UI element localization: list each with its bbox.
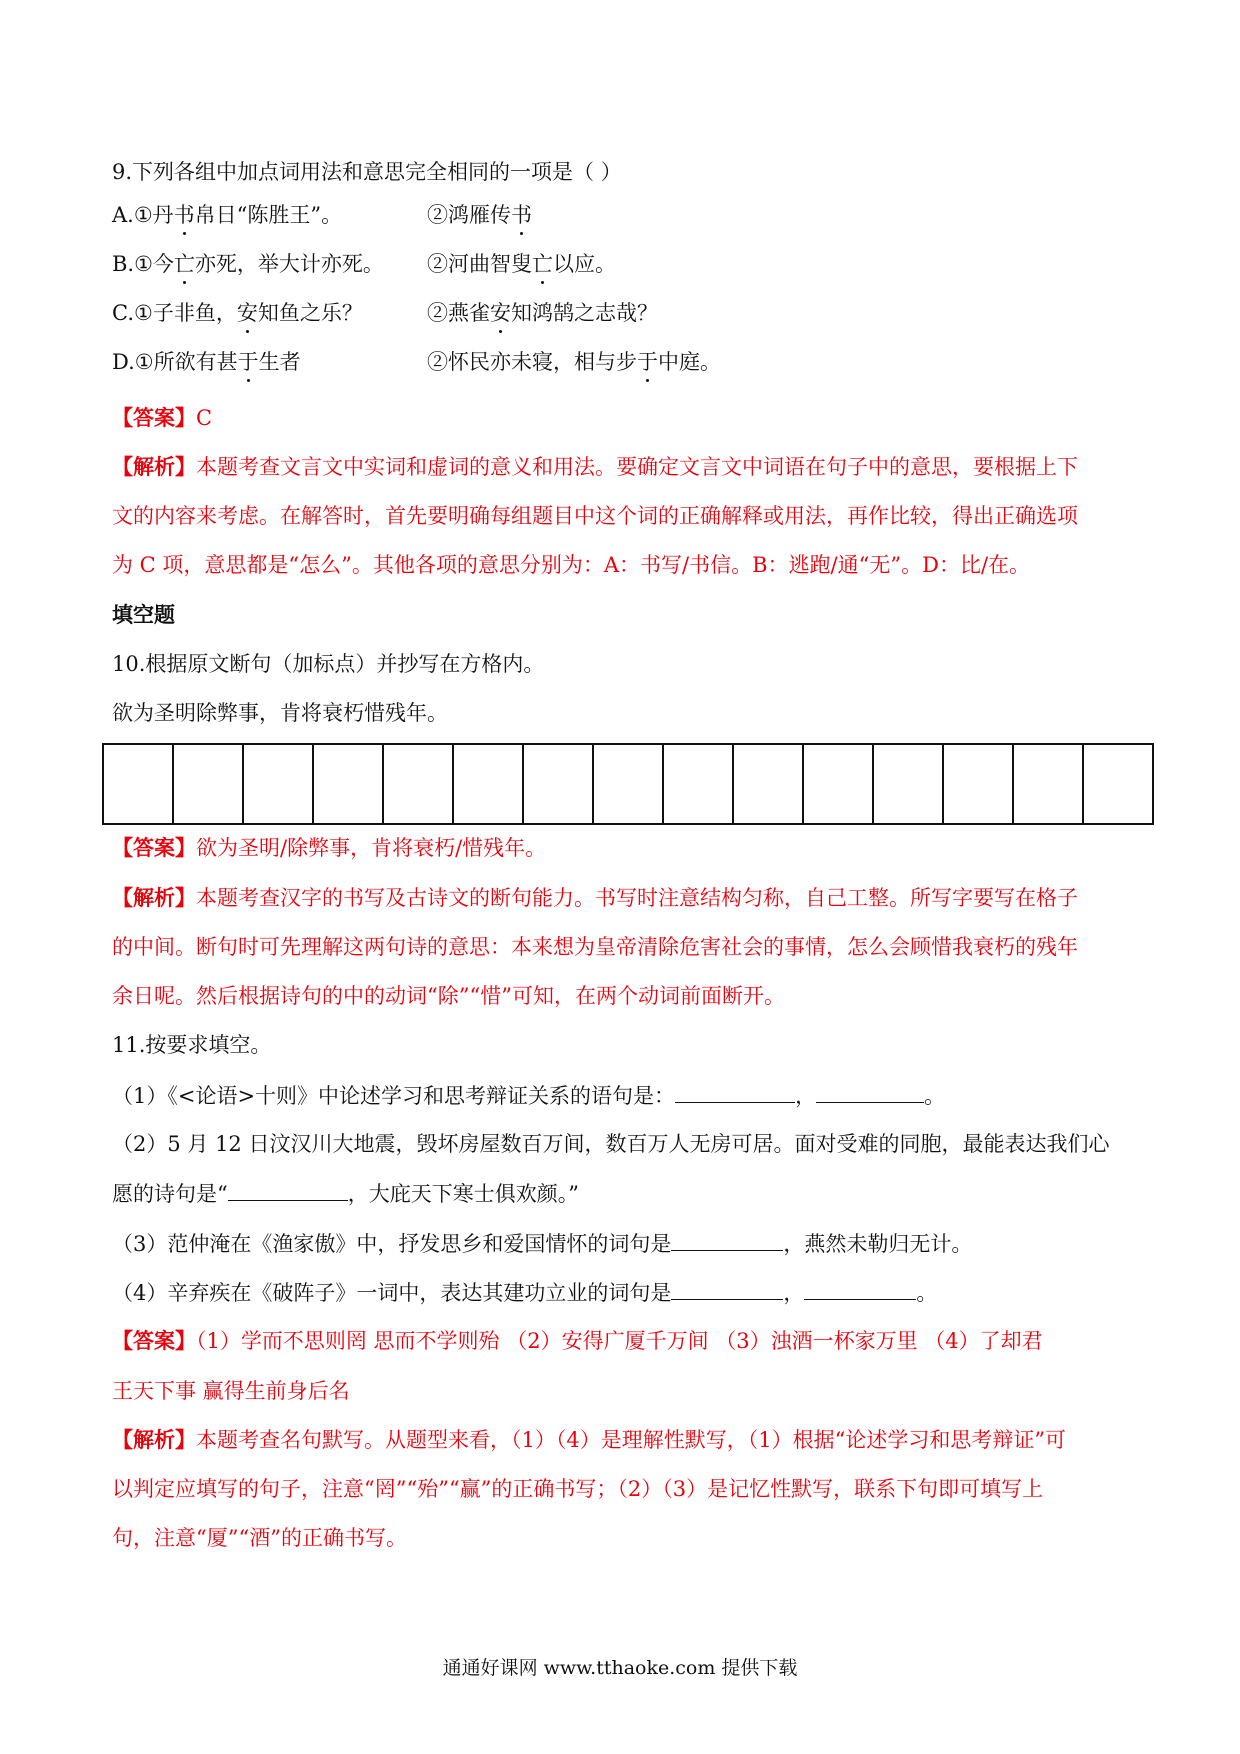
dotted-word: 于 [238,347,259,377]
q9-option-c [112,298,1122,328]
dotted-word: 亡 [532,249,553,279]
option-left: ①所欲有甚于生者 [135,350,301,374]
grid-cell [664,745,734,823]
grid-cell [1084,745,1152,823]
grid-cell [384,745,454,823]
fill-blank[interactable] [671,1228,783,1251]
q9-stem: 9.下列各组中加点词用法和意思完全相同的一项是（ ） [112,160,622,184]
q10-analysis-line-2: 的中间。断句时可先理解这两句诗的意思：本来想为皇帝清除危害社会的事情，怎么会顾惜我衰朽的残年 [112,935,1078,959]
grid-cell [174,745,244,823]
q11-answer-line-1: 【答案】（1）学而不思则罔 思而不学则殆 （2）安得广厦千万间 （3）浊酒一杯家万里 （4）了却君 [112,1328,1043,1353]
analysis-tag: 【解析】 [112,885,196,910]
section-title: 填空题 [112,602,175,627]
q11-item-1: （1）《<论语>十则》中论述学习和思考辩证关系的语句是： ， 。 [112,1080,1122,1111]
q9-analysis-line-3: 为 C 项，意思都是“怎么”。其他各项的意思分别为：A：书写/书信。B：逃跑/通“无”。D：比/在。 [112,553,1031,577]
q9-answer [112,403,1122,433]
grid-cell [944,745,1014,823]
option-label: D. [112,350,135,374]
q11-analysis-line-2: 以判定应填写的句子，注意“罔”“殆”“赢”的正确书写；（2）（3）是记忆性默写，联系下句即可填写上 [112,1477,1044,1501]
q9-analysis-line-2: 文的内容来考虑。在解答时，首先要明确每组题目中这个词的正确解释或用法，再作比较，得出正确选项 [112,504,1078,528]
option-label: C. [112,301,134,325]
answer-tag: 【答案】 [112,405,196,430]
fill-blank[interactable] [228,1178,348,1201]
option-right: ②燕雀安知鸿鹄之志哉？ [427,298,658,328]
page-footer: 通通好课网 www.tthaoke.com 提供下载 [442,1657,798,1679]
option-left: ①子非鱼，安知鱼之乐？ [134,301,363,325]
fill-blank[interactable] [675,1080,795,1103]
q9-option-b [112,249,1122,279]
fill-blank[interactable] [816,1080,924,1103]
grid-cell [734,745,804,823]
grid-cell [804,745,874,823]
writing-grid [102,743,1154,825]
grid-cell [244,745,314,823]
grid-cell [104,745,174,823]
analysis-tag: 【解析】 [112,1427,196,1452]
option-label: A. [112,203,134,227]
q11-stem: 11.按要求填空。 [112,1033,272,1057]
answer-tag: 【答案】 [112,835,196,860]
grid-cell [524,745,594,823]
q10-answer [112,833,1122,863]
q11-item-4: （4）辛弃疾在《破阵子》一词中，表达其建功立业的词句是 ， 。 [112,1277,1122,1308]
option-right: ②怀民亦未寝，相与步于中庭。 [427,347,721,377]
option-right: ②河曲智叟亡以应。 [427,249,616,279]
option-label: B. [112,252,135,276]
answer-text: C [196,406,213,430]
dotted-word: 书 [511,200,532,230]
option-left: ①丹书帛日“陈胜王”。 [134,203,342,227]
answer-text: 欲为圣明/除弊事，肯将衰朽/惜残年。 [196,836,547,860]
dotted-word: 书 [174,200,195,230]
q11-analysis-line-1: 【解析】本题考查名句默写。从题型来看，（1）（4）是理解性默写，（1）根据“论述学习和思考辩证”可 [112,1427,1067,1452]
grid-cell [1014,745,1084,823]
option-left: ①今亡亦死，举大计亦死。 [134,252,384,276]
grid-cell [454,745,524,823]
dotted-word: 于 [637,347,658,377]
q10-stem: 10.根据原文断句（加标点）并抄写在方格内。 [112,652,545,676]
q10-sentence: 欲为圣明除弊事，肯将衰朽惜残年。 [112,701,448,725]
analysis-tag: 【解析】 [112,454,196,479]
q9-option-a [112,200,1122,230]
q10-analysis-line-3: 余日呢。然后根据诗句的中的动词“除”“惜”可知，在两个动词前面断开。 [112,984,785,1008]
option-right: ②鸿雁传书 [427,200,532,230]
grid-cell [594,745,664,823]
q11-item-3: （3）范仲淹在《渔家傲》中，抒发思乡和爱国情怀的词句是 ，燕然未勒归无计。 [112,1228,1122,1259]
dotted-word: 亡 [174,249,195,279]
answer-tag: 【答案】 [112,1328,196,1353]
grid-cell [314,745,384,823]
q10-analysis-line-1: 【解析】本题考查汉字的书写及古诗文的断句能力。书写时注意结构匀称，自己工整。所写字要写在格子 [112,885,1078,910]
fill-blank[interactable] [671,1277,783,1300]
q11-item-2-line-1: （2）5 月 12 日汶汉川大地震，毁坏房屋数百万间，数百万人无房可居。面对受难的同胞，最能表达我们心 [112,1132,1110,1156]
q9-analysis-line-1: 【解析】本题考查文言文中实词和虚词的意义和用法。要确定文言文中词语在句子中的意思，要根据上下 [112,454,1078,479]
dotted-word: 安 [237,298,258,328]
q11-answer-line-2: 王天下事 赢得生前身后名 [112,1379,350,1403]
fill-blank[interactable] [804,1277,916,1300]
q11-item-2-line-2: 愿的诗句是“ ，大庇天下寒士俱欢颜。” [112,1178,1122,1209]
q9-option-d [112,347,1122,377]
q11-analysis-line-3: 句，注意“厦”“酒”的正确书写。 [112,1526,407,1550]
dotted-word: 安 [490,298,511,328]
grid-cell [874,745,944,823]
